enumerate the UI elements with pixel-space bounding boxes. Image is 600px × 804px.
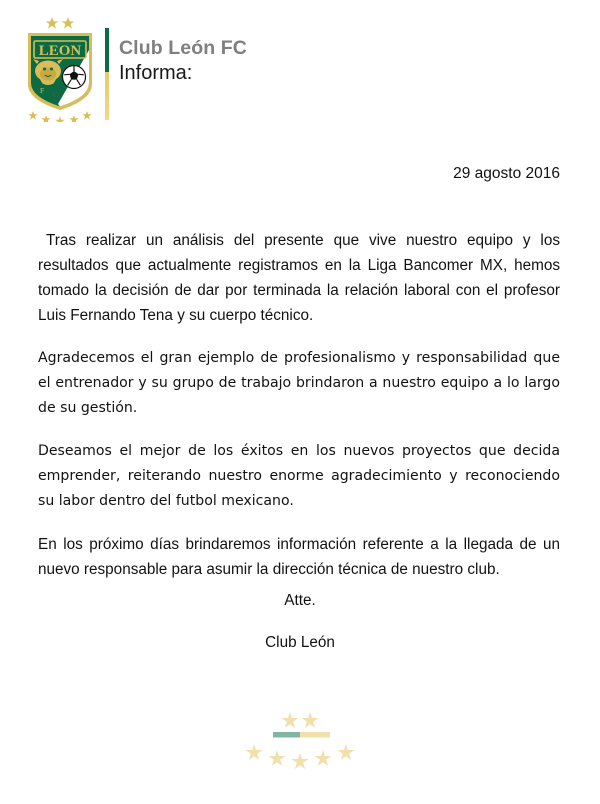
signature-block (0, 590, 600, 654)
paragraph-1: Tras realizar un análisis del presente que vive nuestro equipo y los resultados que actualmente registramos en la Liga Bancomer MX, hemos tomado la decisión de dar por terminada la relación laboral con el profesor Luis Fernando Tena y su cuerpo técnico. (38, 232, 560, 324)
crest-letter-c: C (53, 90, 59, 99)
crest-soccer-ball-icon (63, 66, 86, 89)
crest-letter-f: F (40, 86, 45, 95)
paragraph-3: Deseamos el mejor de los éxitos en los nuevos proyectos que decida emprender, reiterando nuestro enorme agradecimiento y reconociendo su labor dentro del futbol mexicano. (38, 443, 560, 509)
crest-bottom-stars (28, 111, 91, 122)
signature-closing: Atte. (284, 592, 316, 609)
paragraph-2: Agradecemos el gran ejemplo de profesionalismo y responsabilidad que el entrenador y su grupo de trabajo brindaron a nuestro equipo a lo largo de su gestión. (38, 350, 560, 416)
header-divider-bar (105, 28, 109, 120)
footer-center-bar (273, 732, 330, 738)
document-date: 29 agosto 2016 (453, 165, 560, 182)
club-name-title: Club León FC (119, 37, 247, 59)
footer-top-stars (282, 712, 319, 728)
crest-top-stars (46, 17, 75, 29)
footer-bottom-stars (246, 744, 355, 769)
footer-watermark (240, 706, 360, 776)
signature-signer: Club León (265, 634, 335, 651)
crest-leon-word: LEON (38, 43, 82, 59)
header-subtitle: Informa: (119, 62, 193, 84)
paragraph-4: En los próximo días brindaremos información referente a la llegada de un nuevo responsable para asumir la dirección técnica de nuestro club. (38, 536, 560, 578)
document-body (38, 228, 560, 600)
header-title-block (119, 36, 539, 86)
club-leon-crest-logo (18, 14, 102, 122)
document-header (0, 0, 600, 132)
